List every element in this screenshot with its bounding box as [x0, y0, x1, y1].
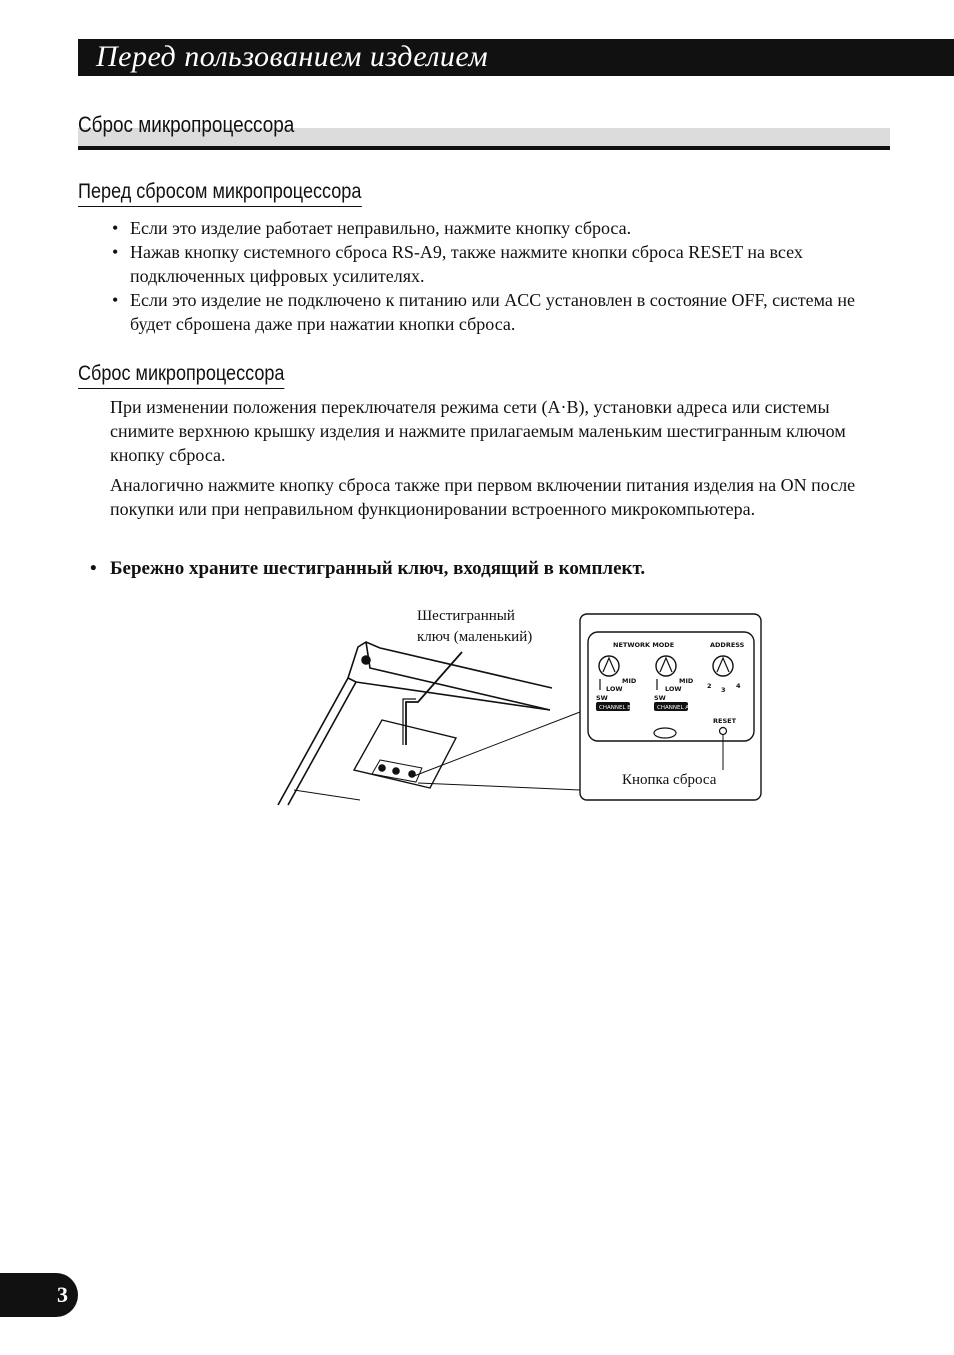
address-3-label: 3 [721, 686, 726, 694]
unit-illustration [278, 642, 552, 805]
page-number: 3 [57, 1282, 68, 1307]
page-number-tab [0, 1273, 78, 1317]
reset-button-label: Кнопка сброса [622, 772, 717, 788]
subsection-title-reset: Сброс микропроцессора [78, 362, 284, 389]
mid-label-a: MID [679, 677, 694, 685]
key-label-line1: Шестигранный [417, 608, 515, 624]
reset-panel-label: RESET [713, 717, 737, 725]
list-item: • Если это изделие не подключено к питанию или ACC установлен в состояние OFF, система не будет сброшена даже при нажатии кнопки сброса. [110, 288, 870, 336]
sw-label-a: SW [654, 694, 666, 702]
reset-button [720, 728, 727, 735]
low-label-a: LOW [665, 685, 682, 693]
page-header-banner [78, 39, 954, 76]
paragraph-reset-procedure: При изменении положения переключателя режима сети (A·B), установки адреса или системы снимите верхнюю крышку изделия и нажмите прилагаемым маленьким шестигранным ключом кнопку сброса. [110, 397, 846, 465]
network-mode-label: NETWORK MODE [613, 641, 675, 649]
mid-label-b: MID [622, 677, 637, 685]
section-title: Сброс микропроцессора [78, 112, 295, 137]
sw-label-b: SW [596, 694, 608, 702]
key-label-line2: ключ (маленький) [417, 629, 533, 645]
address-4-label: 4 [736, 682, 741, 690]
inset-leader-lines [414, 712, 580, 790]
list-item: • Если это изделие работает неправильно, нажмите кнопку сброса. [110, 216, 870, 240]
subsection-title-before-reset: Перед сбросом микропроцессора [78, 180, 361, 207]
bullet-list [110, 216, 870, 336]
page-header-title: Перед пользованием изделием [96, 40, 489, 73]
address-2-label: 2 [707, 682, 712, 690]
channel-b-label: CHANNEL B [599, 705, 632, 711]
list-item: • Нажав кнопку системного сброса RS-A9, также нажмите кнопки сброса RESET на всех подключенных цифровых усилителях. [110, 240, 870, 288]
reset-figure [270, 600, 770, 810]
note-bullet [90, 558, 645, 580]
channel-a-label: CHANNEL A [657, 705, 690, 711]
address-label: ADDRESS [710, 641, 745, 649]
panel-inset [580, 614, 761, 800]
paragraph-reset-first-power: Аналогично нажмите кнопку сброса также при первом включении питания изделия на ON после покупки или при неправильном функционировании встроенного микрокомпьютера. [110, 475, 856, 519]
low-label-b: LOW [606, 685, 623, 693]
note-text: Бережно храните шестигранный ключ, входящий в комплект. [110, 558, 646, 579]
bullet-dot-icon: • [90, 558, 97, 579]
